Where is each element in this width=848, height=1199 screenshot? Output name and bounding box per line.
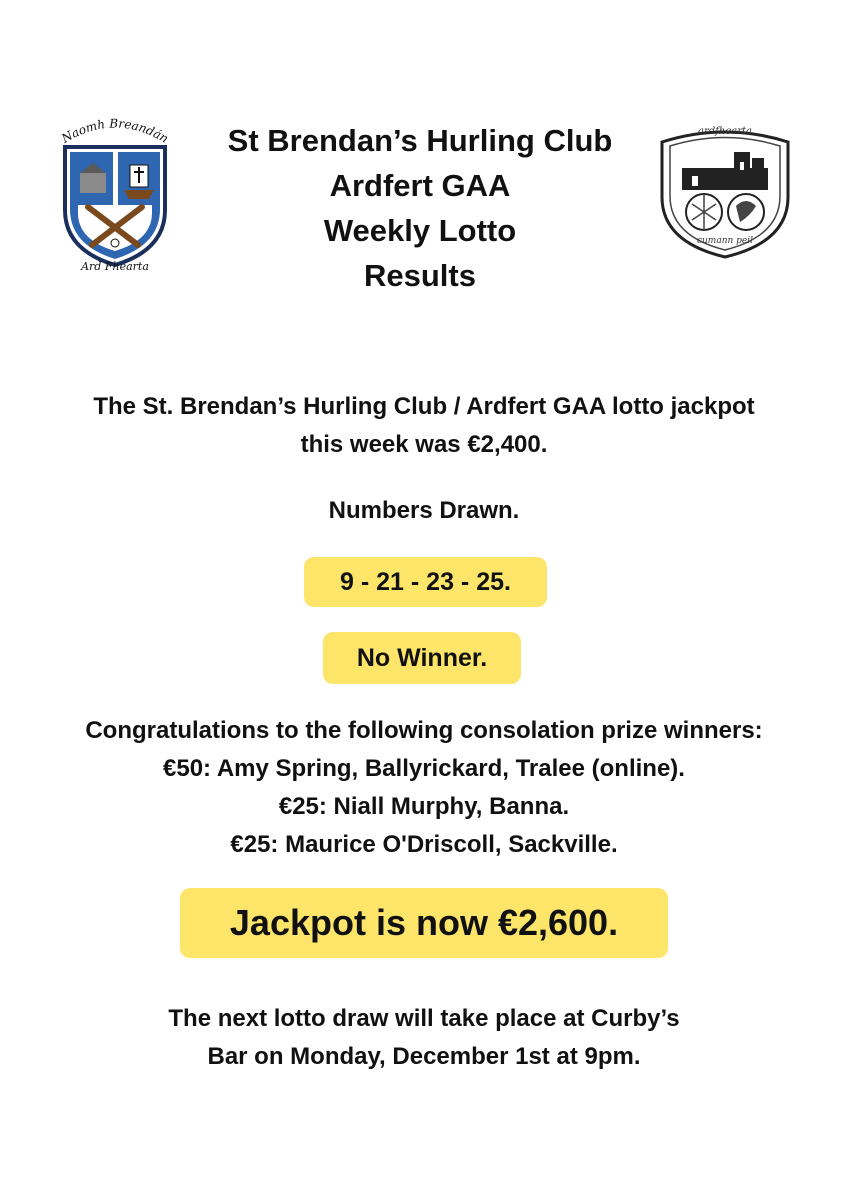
gaa-crest-top-text: ardfhearta xyxy=(698,126,752,137)
title-line-club: St Brendan’s Hurling Club xyxy=(227,123,613,158)
ardfert-gaa-crest-logo xyxy=(652,112,798,262)
title-line-results: Results xyxy=(364,258,476,293)
crest-arc-text: Naomh Breandán xyxy=(59,116,171,146)
numbers-drawn-label: Numbers Drawn. xyxy=(328,497,520,524)
st-brendans-crest-logo xyxy=(50,105,180,280)
crest-bottom-text: Ard Fhearta xyxy=(81,260,149,273)
result-badge: No Winner. xyxy=(323,632,521,684)
consolation-section xyxy=(0,712,848,864)
crest-shield-icon xyxy=(50,105,180,280)
consolation-winner: €25: Niall Murphy, Banna. xyxy=(278,793,570,820)
gaa-crest-bottom-text: cumann peil xyxy=(696,236,754,246)
jackpot-now-badge: Jackpot is now €2,600. xyxy=(180,888,668,958)
page-title xyxy=(200,118,640,298)
title-line-gaa: Ardfert GAA xyxy=(329,168,511,203)
consolation-winner: €50: Amy Spring, Ballyrickard, Tralee (online). xyxy=(163,755,685,782)
next-draw-line-2: Bar on Monday, December 1st at 9pm. xyxy=(207,1043,641,1070)
next-draw-paragraph xyxy=(0,1000,848,1076)
intro-line-1: The St. Brendan’s Hurling Club / Ardfert GAA lotto jackpot xyxy=(93,393,755,420)
intro-paragraph xyxy=(0,388,848,464)
consolation-heading: Congratulations to the following consolation prize winners: xyxy=(85,717,763,744)
intro-line-2: this week was €2,400. xyxy=(300,431,548,458)
svg-text:Naomh Breandán xyxy=(58,116,171,146)
numbers-drawn-badge: 9 - 21 - 23 - 25. xyxy=(304,557,547,607)
title-line-lotto: Weekly Lotto xyxy=(323,213,517,248)
consolation-winner: €25: Maurice O'Driscoll, Sackville. xyxy=(230,831,618,858)
next-draw-line-1: The next lotto draw will take place at Curby’s xyxy=(168,1005,680,1032)
